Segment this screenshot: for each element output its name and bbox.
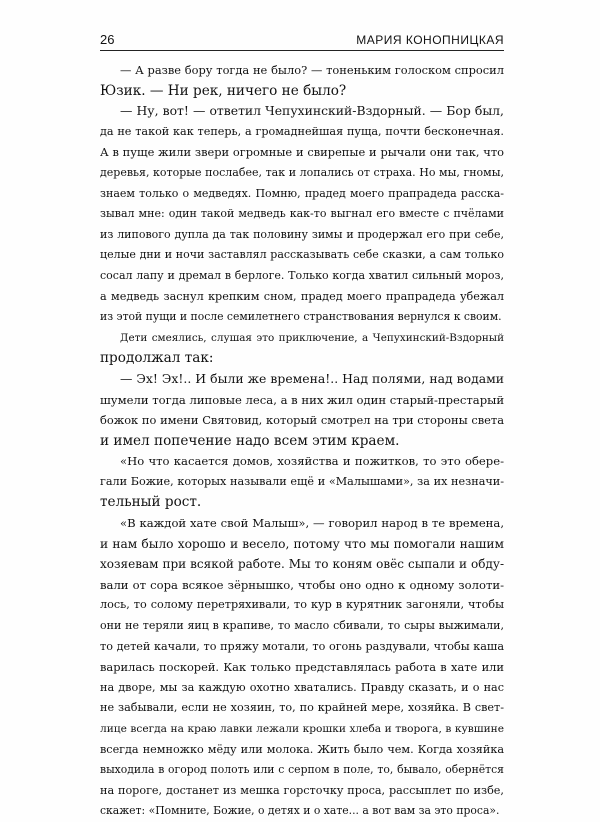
text-line: Дети смеялись, слушая это приключение, а Чепухинский-Вздорный [120,331,504,344]
text-line: и имел попечение надо всем этим краем. [100,432,400,449]
text-line: на дворе, мы за каждую охотно хватались. Правду сказать, и о нас [100,680,504,694]
text-line: А в пуще жили звери огромные и свирепые и рычали они так, что [100,145,504,160]
paragraph [100,101,504,328]
text-line: — Эх! Эх!.. И были же времена!.. Над полями, над водами [120,370,504,386]
text-line: деревья, которые послабее, так и лопались от страха. Но мы, гномы, [100,165,504,179]
paragraph [100,60,504,101]
text-line: да не такой как теперь, а громаднейшая пуща, почти бесконечная. [100,124,504,138]
text-line: на пороге, достанет из мешка горсточку проса, рассыплет по избе, [100,783,504,797]
text-line: всегда немножко мёду или молока. Жить было чем. Когда хозяйка [100,742,504,756]
text-line: «Но что касается домов, хозяйства и пожитков, то это обере- [120,454,504,469]
text-line: выходила в огород полоть или с серпом в поле, то, бывало, обернётся [100,763,504,777]
text-line: сосал лапу и дремал в берлоге. Только когда хватил сильный мороз, [100,268,504,282]
text-line: варилась поскорей. Как только представлялась работа в хате или [100,660,504,675]
text-line: шумели тогда липовые леса, а в них жил один старый-престарый [100,392,504,407]
text-line: скажет: «Помните, Божие, о детях и о хате... а вот вам за это проса». [100,804,500,818]
text-line: тельный рост. [100,494,202,511]
text-line: «В каждой хате свой Малыш», — говорил народ в те времена, [120,516,504,531]
page-number: 26 [100,32,115,47]
text-line: то детей качали, то пряжу мотали, то огонь раздували, чтобы каша [100,639,504,653]
page-header [100,32,504,51]
text-line: они не теряли яиц в крапиве, то масло сбивали, то сыры выжимали, [100,619,504,633]
text-line: а медведь заснул крепким сном, прадед моего прапрадеда убежал [100,289,504,303]
text-line: гали Божие, которых называли ещё и «Малышами», за их незначи- [100,474,504,488]
text-line: продолжал так: [100,350,214,367]
paragraph [100,328,504,369]
text-line: хозяевам при всякой работе. Мы то коням овёс сыпали и обду- [100,557,504,572]
text-line: из этой пущи и после семилетнего странствования вернулся к своим. [100,310,502,324]
text-line: — А разве бору тогда не было? — тоненьким голоском спросил [120,63,504,77]
running-title: МАРИЯ КОНОПНИЦКАЯ [356,33,504,47]
text-line: зывал мне: один такой медведь как-то выгнал его вместе с пчёлами [100,207,504,221]
text-line: божок по имени Святовид, который смотрел на три стороны света [100,413,504,428]
text-line: Юзик. — Ни рек, ничего не было? [100,82,347,99]
text-line: из липового дупла да так половину зимы и продержал его при себе, [100,227,504,241]
text-line: целые дни и ночи заставлял рассказывать себе сказки, а сам только [100,248,504,262]
text-line: не забывали, если не хозяин, то, по крайней мере, хозяйка. В свет- [100,701,504,715]
paragraph [100,369,504,451]
text-line: знаем только о медведях. Помню, прадед моего прапрадеда расска- [100,186,504,200]
paragraph [100,513,504,822]
text-line: и нам было хорошо и весело, потому что мы помогали нашим [100,536,504,551]
text-line: вали от сора всякое зёрнышко, чтобы оно одно к одному золоти- [100,577,504,592]
body-text [100,60,504,822]
text-line: — Ну, вот! — ответил Чепухинский-Вздорный. — Бор был, [120,103,504,119]
text-line: лице всегда на краю лавки лежали крошки хлеба и творога, в кувшине [100,723,504,735]
paragraph [100,451,504,513]
text-line: лось, то солому перетряхивали, то кур в курятник загоняли, чтобы [100,598,504,612]
